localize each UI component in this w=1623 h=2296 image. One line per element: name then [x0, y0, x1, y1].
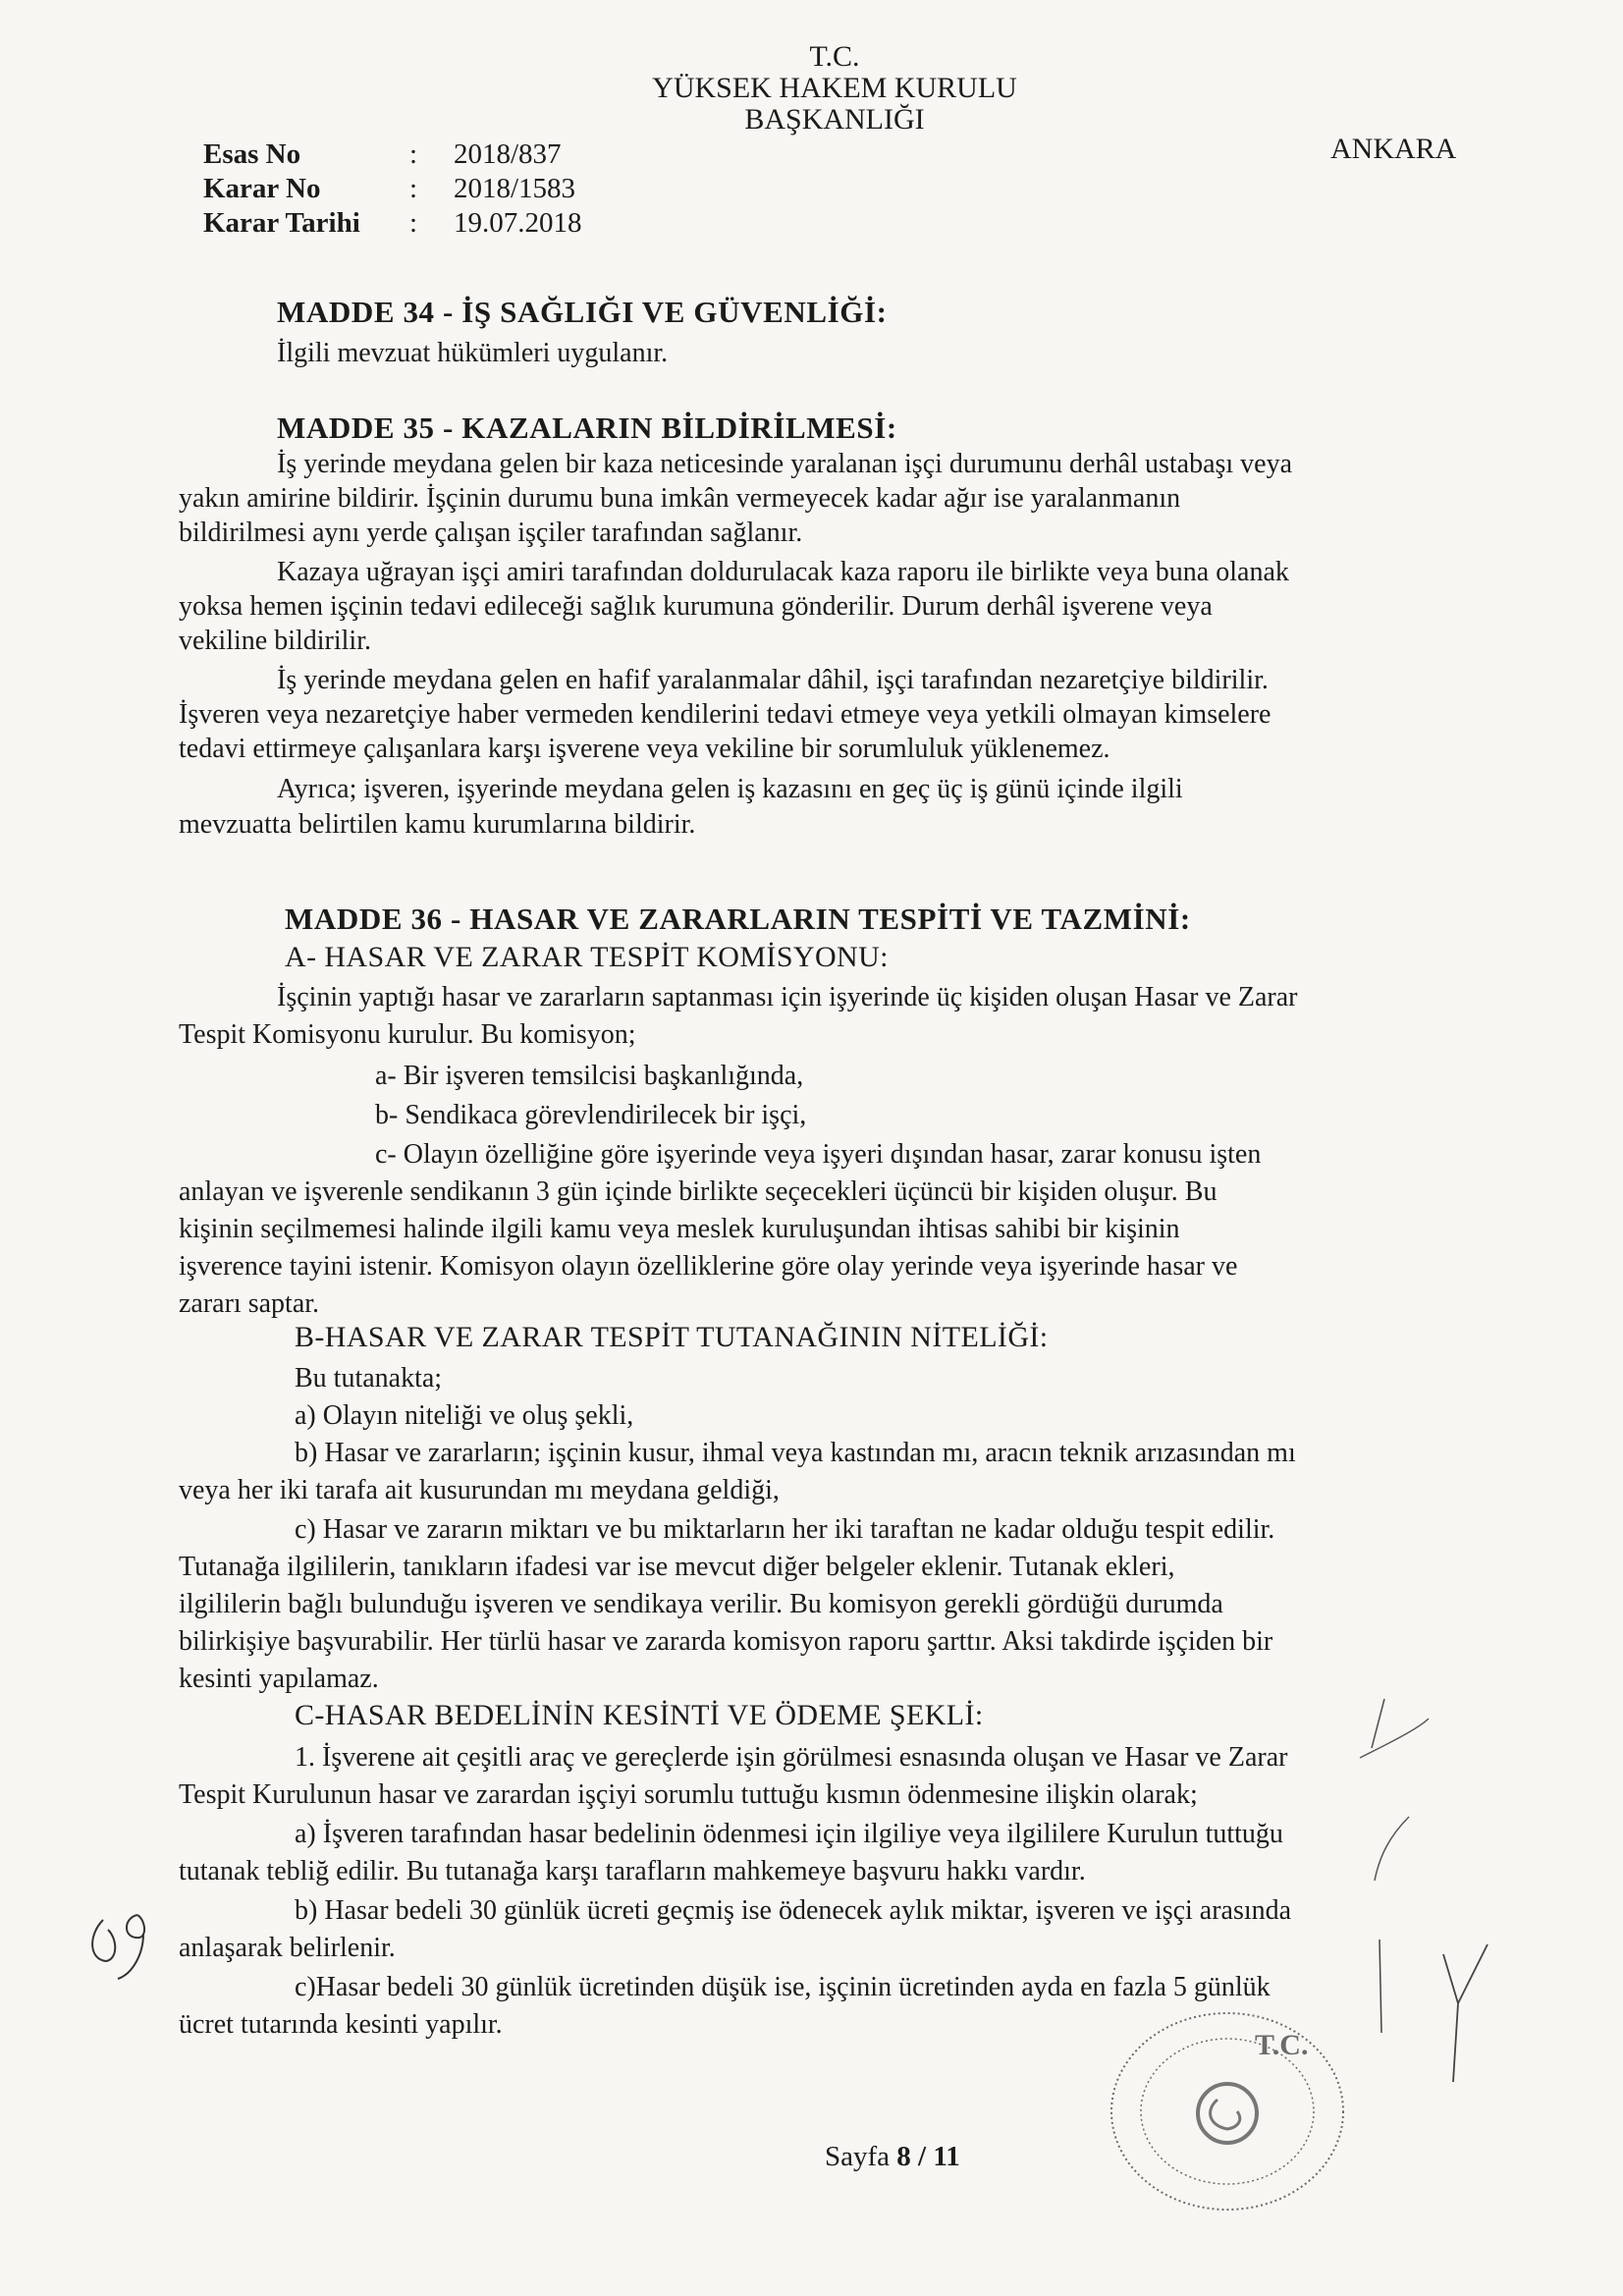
article-36-c-line: 1. İşverene ait çeşitli araç ve gereçlerde işin görülmesi esnasında oluşan ve Hasar ve Zarar: [295, 1742, 1288, 1773]
article-36-a-line: Tespit Komisyonu kurulur. Bu komisyon;: [179, 1019, 636, 1050]
article-36-b-line: veya her iki tarafa ait kusurundan mı meydana geldiği,: [179, 1475, 780, 1505]
article-36-a-line: b- Sendikaca görevlendirilecek bir işçi,: [375, 1100, 807, 1130]
article-34-title: MADDE 34 - İŞ SAĞLIĞI VE GÜVENLİĞİ:: [277, 295, 888, 329]
article-36-c-line: ücret tutarında kesinti yapılır.: [179, 2009, 503, 2040]
page-number: 8 / 11: [896, 2141, 960, 2172]
article-36-c-line: tutanak tebliğ edilir. Bu tutanağa karşı tarafların mahkemeye başvuru hakkı vardır.: [179, 1856, 1086, 1886]
meta-colon: :: [409, 138, 418, 170]
official-stamp-icon: [1070, 1994, 1365, 2229]
article-35-line: İş yerinde meydana gelen en hafif yaralanmalar dâhil, işçi tarafından nezaretçiye bildirilir.: [277, 665, 1269, 695]
article-35-line: mevzuatta belirtilen kamu kurumlarına bildirir.: [179, 809, 696, 840]
case-meta: [203, 137, 582, 241]
article-36-c-line: b) Hasar bedeli 30 günlük ücreti geçmiş ise ödenecek aylık miktar, işveren ve işçi arasında: [295, 1895, 1292, 1926]
article-36-c-line: anlaşarak belirlenir.: [179, 1933, 396, 1963]
article-35-line: İşveren veya nezaretçiye haber vermeden kendilerini tedavi etmeye veya yetkili olmayan kimselere: [179, 699, 1271, 730]
header-institution: YÜKSEK HAKEM KURULU: [652, 72, 1017, 104]
article-36-b-line: Tutanağa ilgililerin, tanıkların ifadesi var ise mevcut diğer belgeler eklenir. Tutanak ekleri,: [179, 1552, 1175, 1582]
page-footer: [825, 2141, 960, 2173]
article-36-b-line: c) Hasar ve zararın miktarı ve bu miktarların her iki taraftan ne kadar olduğu tespit edilir.: [295, 1514, 1275, 1545]
article-36-b-line: b) Hasar ve zararların; işçinin kusur, ihmal veya kastından mı, aracın teknik arızasından mı: [295, 1438, 1296, 1468]
meta-colon: :: [409, 207, 418, 239]
article-36-sub-a: A- HASAR VE ZARAR TESPİT KOMİSYONU:: [285, 941, 889, 973]
article-35-line: yakın amirine bildirir. İşçinin durumu buna imkân vermeyecek kadar ağır ise yaralanmanın: [179, 483, 1181, 514]
meta-esas-row: [203, 137, 582, 172]
article-36-b-line: a) Olayın niteliği ve oluş şekli,: [295, 1400, 634, 1431]
meta-label: Esas No: [203, 138, 301, 170]
article-36-a-line: İşçinin yaptığı hasar ve zararların saptanması için işyerinde üç kişiden oluşan Hasar ve Zarar: [277, 982, 1298, 1012]
article-35-title: MADDE 35 - KAZALARIN BİLDİRİLMESİ:: [277, 410, 897, 445]
article-36-c-line: Tespit Kurulunun hasar ve zarardan işçiyi sorumlu tuttuğu kısmın ödenmesine ilişkin olarak;: [179, 1779, 1198, 1810]
page-label: Sayfa: [825, 2141, 891, 2172]
article-36-b-line: Bu tutanakta;: [295, 1363, 443, 1394]
article-36-b-line: ilgililerin bağlı bulunduğu işveren ve sendikaya verilir. Bu komisyon gerekli gördüğü durumda: [179, 1589, 1223, 1619]
meta-tarih-row: [203, 206, 582, 241]
article-35-line: tedavi ettirmeye çalışanlara karşı işverene veya vekiline bir sorumluluk yüklenemez.: [179, 734, 1110, 764]
article-36-a-line: a- Bir işveren temsilcisi başkanlığında,: [375, 1061, 804, 1091]
article-36-sub-b: B-HASAR VE ZARAR TESPİT TUTANAĞININ NİTELİĞİ:: [295, 1321, 1049, 1353]
article-35-line: vekiline bildirilir.: [179, 626, 371, 656]
article-36-b-line: kesinti yapılamaz.: [179, 1664, 379, 1694]
article-34-text: İlgili mevzuat hükümleri uygulanır.: [277, 338, 669, 368]
meta-value: 2018/1583: [454, 173, 576, 204]
article-36-a-line: anlayan ve işverenle sendikanın 3 gün içinde birlikte seçecekleri üçüncü bir kişiden oluşur. Bu: [179, 1176, 1217, 1207]
stamp-text: T.C.: [1255, 2029, 1309, 2061]
article-36-a-line: c- Olayın özelliğine göre işyerinde veya işyeri dışından hasar, zarar konusu işten: [375, 1139, 1262, 1170]
article-36-b-line: bilirkişiye başvurabilir. Her türlü hasar ve zararda komisyon raporu şarttır. Aksi takdirde işçiden bir: [179, 1626, 1273, 1657]
header-city: ANKARA: [1330, 133, 1457, 165]
article-35-line: İş yerinde meydana gelen bir kaza neticesinde yaralanan işçi durumunu derhâl ustabaşı veya: [277, 449, 1293, 479]
article-35-line: bildirilmesi aynı yerde çalışan işçiler tarafından sağlanır.: [179, 518, 803, 548]
article-36-title: MADDE 36 - HASAR VE ZARARLARIN TESPİTİ VE TAZMİNİ:: [285, 902, 1191, 936]
article-36-a-line: zararı saptar.: [179, 1288, 320, 1319]
meta-value: 19.07.2018: [454, 207, 582, 239]
meta-label: Karar Tarihi: [203, 207, 360, 239]
article-36-c-line: a) İşveren tarafından hasar bedelinin ödenmesi için ilgiliye veya ilgililere Kurulun tuttuğu: [295, 1819, 1283, 1849]
article-36-a-line: kişinin seçilmemesi halinde ilgili kamu veya meslek kuruluşundan ihtisas sahibi bir kişinin: [179, 1214, 1180, 1244]
article-36-c-line: c)Hasar bedeli 30 günlük ücretinden düşük ise, işçinin ücretinden ayda en fazla 5 günlük: [295, 1972, 1271, 2002]
article-35-line: Kazaya uğrayan işçi amiri tarafından doldurulacak kaza raporu ile birlikte veya buna olanak: [277, 557, 1289, 587]
header-presidency: BAŞKANLIĞI: [744, 103, 925, 136]
article-35-line: yoksa hemen işçinin tedavi edileceği sağlık kurumuna gönderilir. Durum derhâl işverene veya: [179, 591, 1213, 622]
meta-karar-row: [203, 172, 582, 206]
meta-colon: :: [409, 173, 418, 204]
meta-value: 2018/837: [454, 138, 562, 170]
meta-label: Karar No: [203, 173, 321, 204]
header-tc: T.C.: [809, 40, 860, 73]
article-35-line: Ayrıca; işveren, işyerinde meydana gelen iş kazasını en geç üç iş günü içinde ilgili: [277, 774, 1183, 804]
signature-icon: [1350, 1689, 1517, 2102]
handwritten-mark-icon: [79, 1900, 167, 1989]
article-36-a-line: işverence tayini istenir. Komisyon olayın özelliklerine göre olay yerinde veya işyerinde hasar ve: [179, 1251, 1238, 1282]
article-36-sub-c: C-HASAR BEDELİNİN KESİNTİ VE ÖDEME ŞEKLİ:: [295, 1699, 984, 1731]
